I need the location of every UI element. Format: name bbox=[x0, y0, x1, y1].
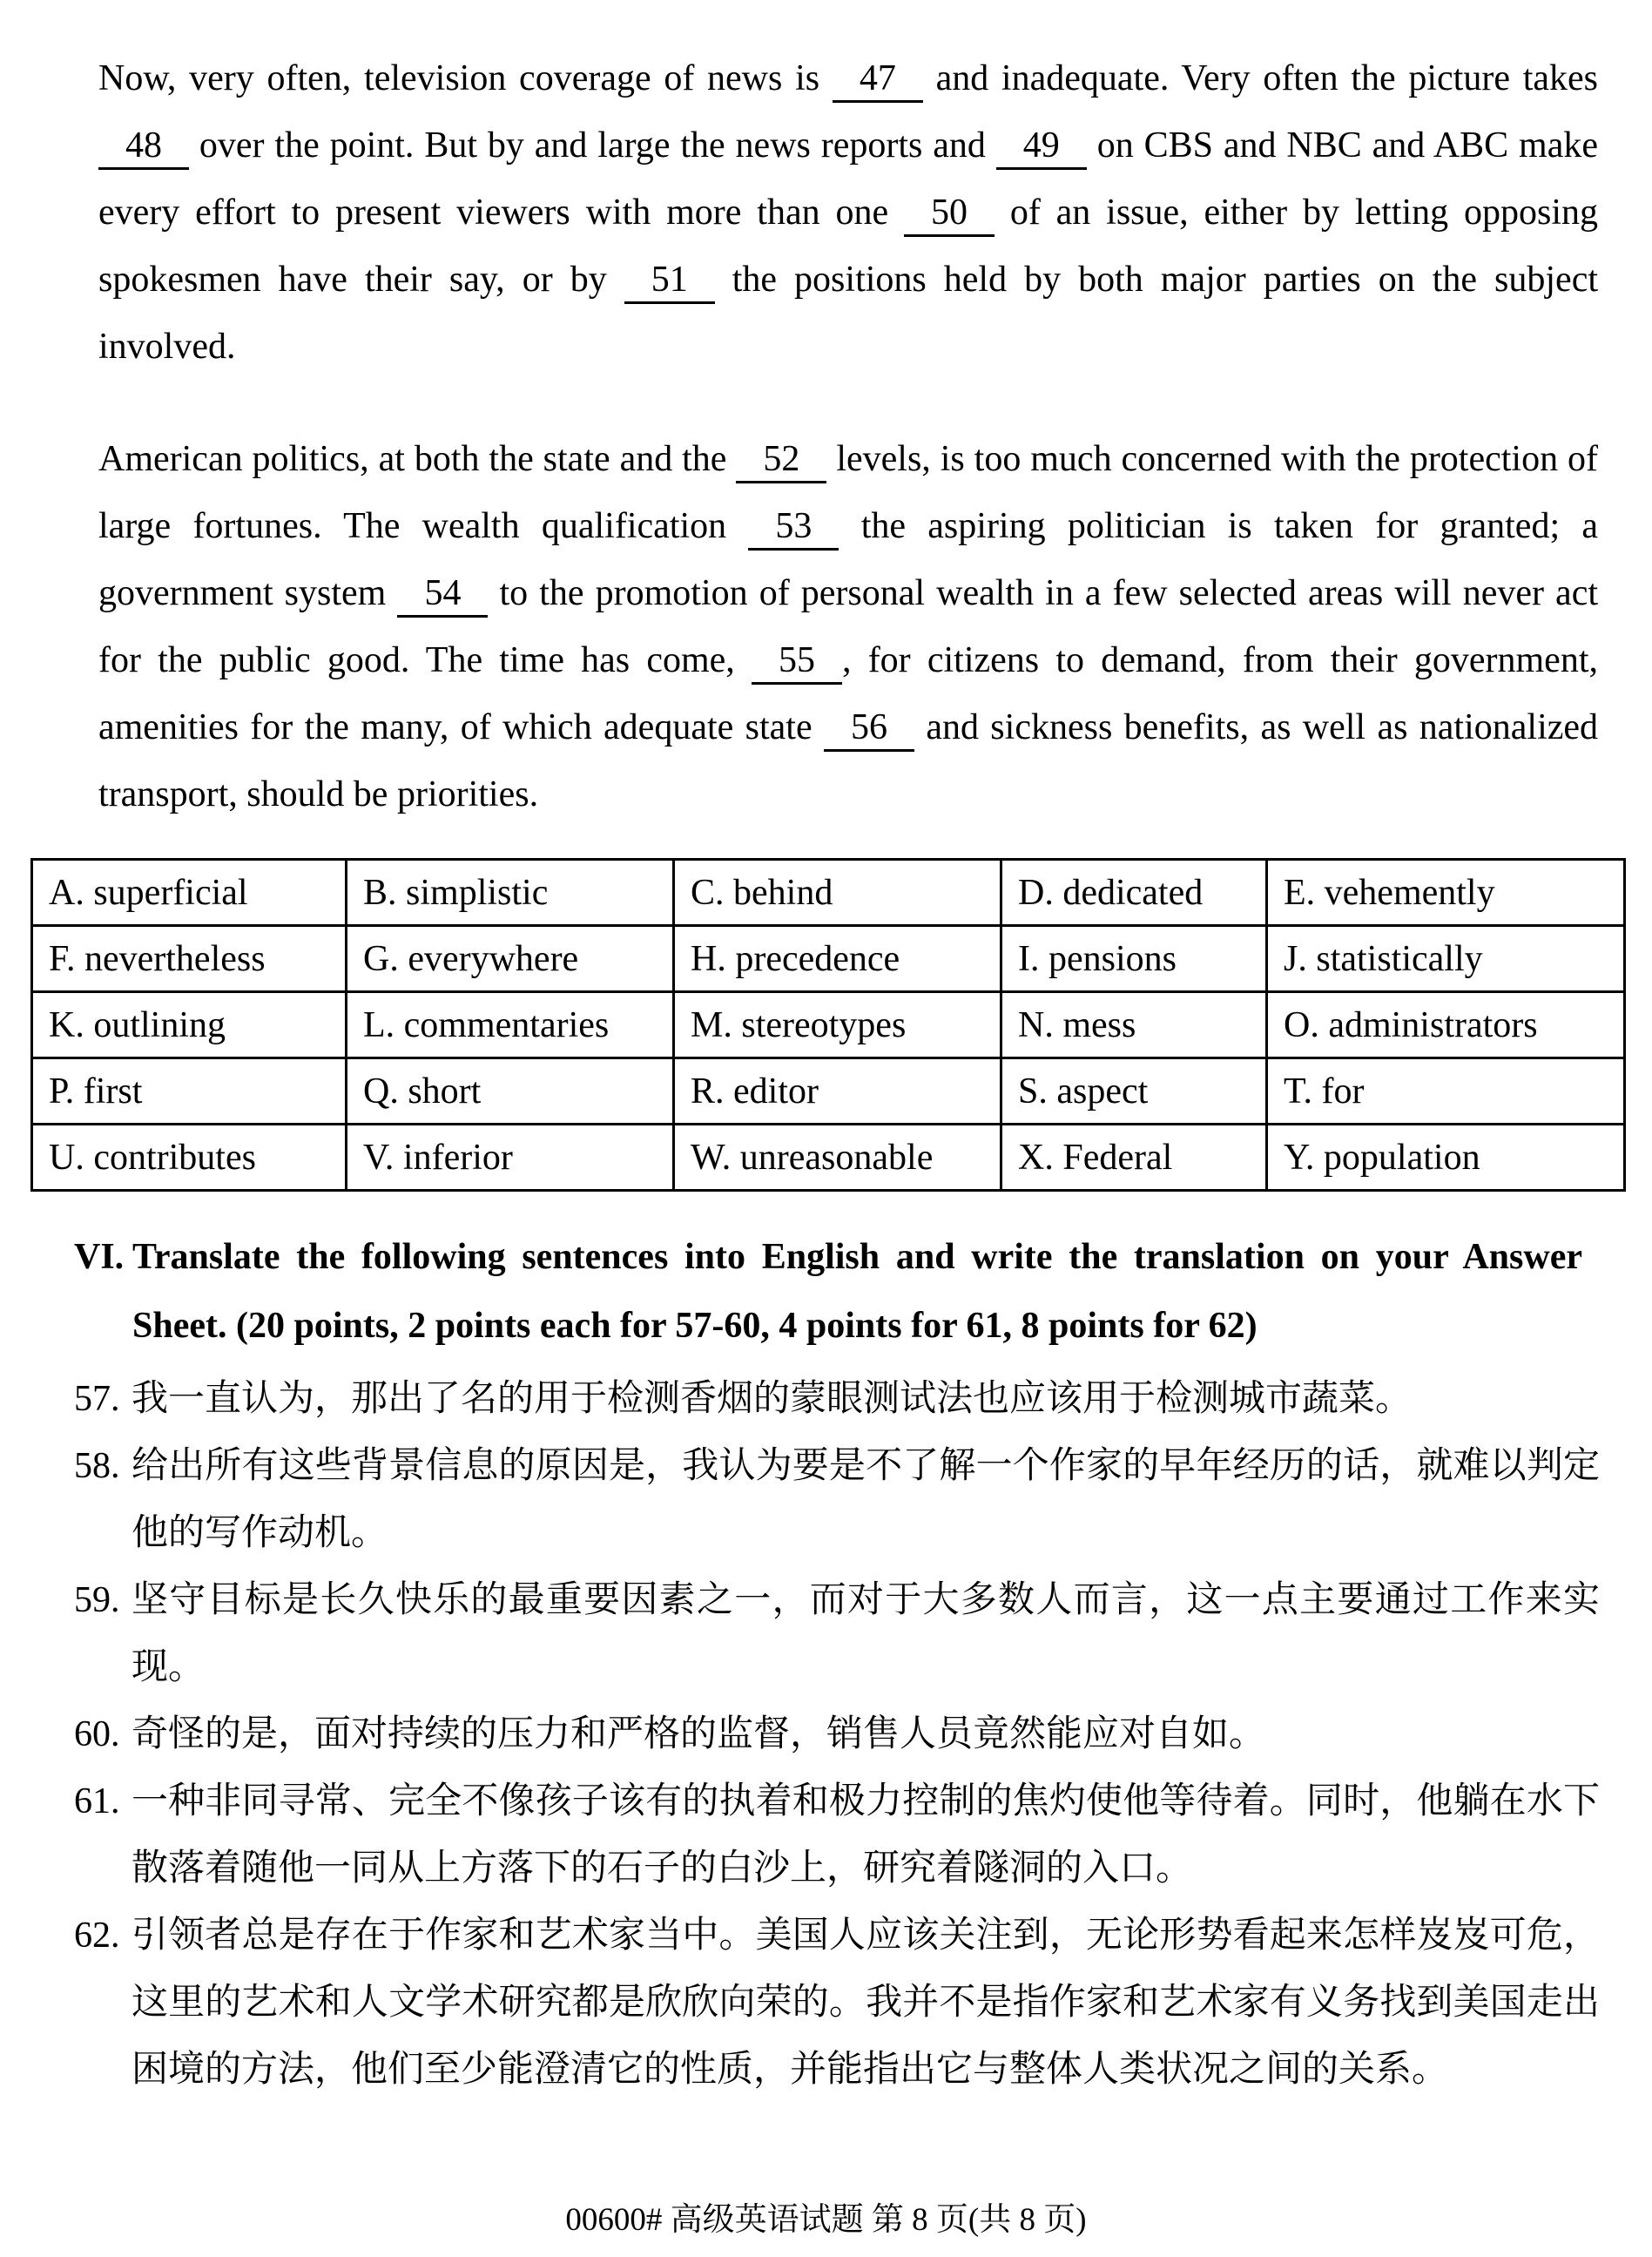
passage-text: to the promotion of personal wealth in a few selected areas will never act for the public good. The time has come, bbox=[98, 573, 1599, 680]
word-bank-row bbox=[32, 926, 1625, 992]
blank-52: 52 bbox=[736, 439, 826, 483]
word-option-m: M. stereotypes bbox=[674, 992, 1001, 1058]
item-text: 给出所有这些背景信息的原因是，我认为要是不了解一个作家的早年经历的话，就难以判定他的写作动机。 bbox=[131, 1446, 1600, 1553]
passage-text: levels, is too much concerned with the protection of large fortunes. The wealth qualification bbox=[98, 439, 1599, 546]
word-option-k: K. outlining bbox=[32, 992, 347, 1058]
word-option-b: B. simplistic bbox=[347, 860, 674, 926]
cloze-passage-2 bbox=[98, 426, 1598, 828]
blank-50: 50 bbox=[904, 193, 995, 237]
word-option-c: C. behind bbox=[674, 860, 1001, 926]
translation-items bbox=[74, 1366, 1600, 2104]
passage-text: Now, very often, television coverage of news is bbox=[98, 58, 820, 98]
passage-text: , for citizens to demand, from their government, amenities for the many, of which adequate state bbox=[98, 640, 1598, 747]
word-option-s: S. aspect bbox=[1001, 1058, 1267, 1125]
translation-item-59 bbox=[74, 1567, 1600, 1701]
word-option-g: G. everywhere bbox=[347, 926, 674, 992]
passage-text: American politics, at both the state and the bbox=[98, 439, 727, 479]
passage-text: the positions held by both major parties on the subject involved. bbox=[98, 260, 1599, 367]
passage-text: and sickness benefits, as well as nationalized transport, should be priorities. bbox=[98, 707, 1599, 814]
blank-49: 49 bbox=[996, 125, 1087, 170]
section-vi-instructions: Translate the following sentences into English and write the translation on your Answer Sheet. (20 points, 2 points each for 57-60, 4 points for 61, 8 points for 62) bbox=[132, 1237, 1582, 1346]
word-option-n: N. mess bbox=[1001, 992, 1267, 1058]
cloze-passage-1 bbox=[98, 45, 1598, 381]
translation-item-60 bbox=[74, 1701, 1600, 1768]
item-text: 奇怪的是，面对持续的压力和严格的监督，销售人员竟然能应对自如。 bbox=[131, 1714, 1266, 1754]
word-option-h: H. precedence bbox=[674, 926, 1001, 992]
blank-48: 48 bbox=[98, 125, 189, 170]
word-bank-row bbox=[32, 860, 1625, 926]
section-vi-heading bbox=[74, 1223, 1582, 1361]
blank-54: 54 bbox=[397, 573, 488, 618]
word-option-a: A. superficial bbox=[32, 860, 347, 926]
translation-item-57 bbox=[74, 1366, 1600, 1433]
passage-text: over the point. But by and large the news reports and bbox=[199, 125, 986, 166]
blank-56: 56 bbox=[824, 707, 914, 752]
item-text: 坚守目标是长久快乐的最重要因素之一，而对于大多数人而言，这一点主要通过工作来实现。 bbox=[131, 1580, 1600, 1687]
word-option-x: X. Federal bbox=[1001, 1125, 1267, 1191]
passage-text: of an issue, either by letting opposing spokesmen have their say, or by bbox=[98, 193, 1598, 300]
translation-item-62 bbox=[74, 1902, 1600, 2104]
word-option-f: F. nevertheless bbox=[32, 926, 347, 992]
page-footer: 00600# 高级英语试题 第 8 页(共 8 页) bbox=[565, 2202, 1087, 2238]
word-option-v: V. inferior bbox=[347, 1125, 674, 1191]
word-option-d: D. dedicated bbox=[1001, 860, 1267, 926]
blank-51: 51 bbox=[624, 260, 715, 304]
word-bank-row bbox=[32, 992, 1625, 1058]
word-bank-row bbox=[32, 1125, 1625, 1191]
word-option-i: I. pensions bbox=[1001, 926, 1267, 992]
blank-47: 47 bbox=[833, 58, 923, 103]
item-text: 我一直认为，那出了名的用于检测香烟的蒙眼测试法也应该用于检测城市蔬菜。 bbox=[131, 1379, 1413, 1419]
word-option-y: Y. population bbox=[1267, 1125, 1625, 1191]
passage-text: the aspiring politician is taken for granted; a government system bbox=[98, 506, 1599, 613]
item-number: 59. bbox=[74, 1580, 120, 1620]
word-option-p: P. first bbox=[32, 1058, 347, 1125]
section-vi-number: VI. bbox=[74, 1237, 125, 1277]
item-text: 一种非同寻常、完全不像孩子该有的执着和极力控制的焦灼使他等待着。同时，他躺在水下散落着随他一同从上方落下的石子的白沙上，研究着隧洞的入口。 bbox=[131, 1781, 1600, 1889]
word-option-t: T. for bbox=[1267, 1058, 1625, 1125]
word-option-u: U. contributes bbox=[32, 1125, 347, 1191]
item-text: 引领者总是存在于作家和艺术家当中。美国人应该关注到，无论形势看起来怎样岌岌可危，这里的艺术和人文学术研究都是欣欣向荣的。我并不是指作家和艺术家有义务找到美国走出困境的方法，他们至少能澄清它的性质，并能指出它与整体人类状况之间的关系。 bbox=[131, 1916, 1600, 2090]
translation-item-58 bbox=[74, 1433, 1600, 1567]
item-number: 61. bbox=[74, 1781, 120, 1821]
blank-53: 53 bbox=[748, 506, 839, 551]
word-option-l: L. commentaries bbox=[347, 992, 674, 1058]
word-option-o: O. administrators bbox=[1267, 992, 1625, 1058]
item-number: 57. bbox=[74, 1379, 120, 1419]
word-option-w: W. unreasonable bbox=[674, 1125, 1001, 1191]
word-bank-row bbox=[32, 1058, 1625, 1125]
item-number: 60. bbox=[74, 1714, 120, 1754]
word-option-e: E. vehemently bbox=[1267, 860, 1625, 926]
word-option-q: Q. short bbox=[347, 1058, 674, 1125]
item-number: 58. bbox=[74, 1446, 120, 1486]
item-number: 62. bbox=[74, 1916, 120, 1956]
passage-text: and inadequate. Very often the picture takes bbox=[935, 58, 1599, 98]
word-option-j: J. statistically bbox=[1267, 926, 1625, 992]
word-bank-table bbox=[30, 858, 1626, 1192]
translation-item-61 bbox=[74, 1768, 1600, 1902]
passage-text: on CBS and NBC and ABC make every effort to present viewers with more than one bbox=[98, 125, 1599, 233]
blank-55: 55 bbox=[752, 640, 842, 685]
word-option-r: R. editor bbox=[674, 1058, 1001, 1125]
